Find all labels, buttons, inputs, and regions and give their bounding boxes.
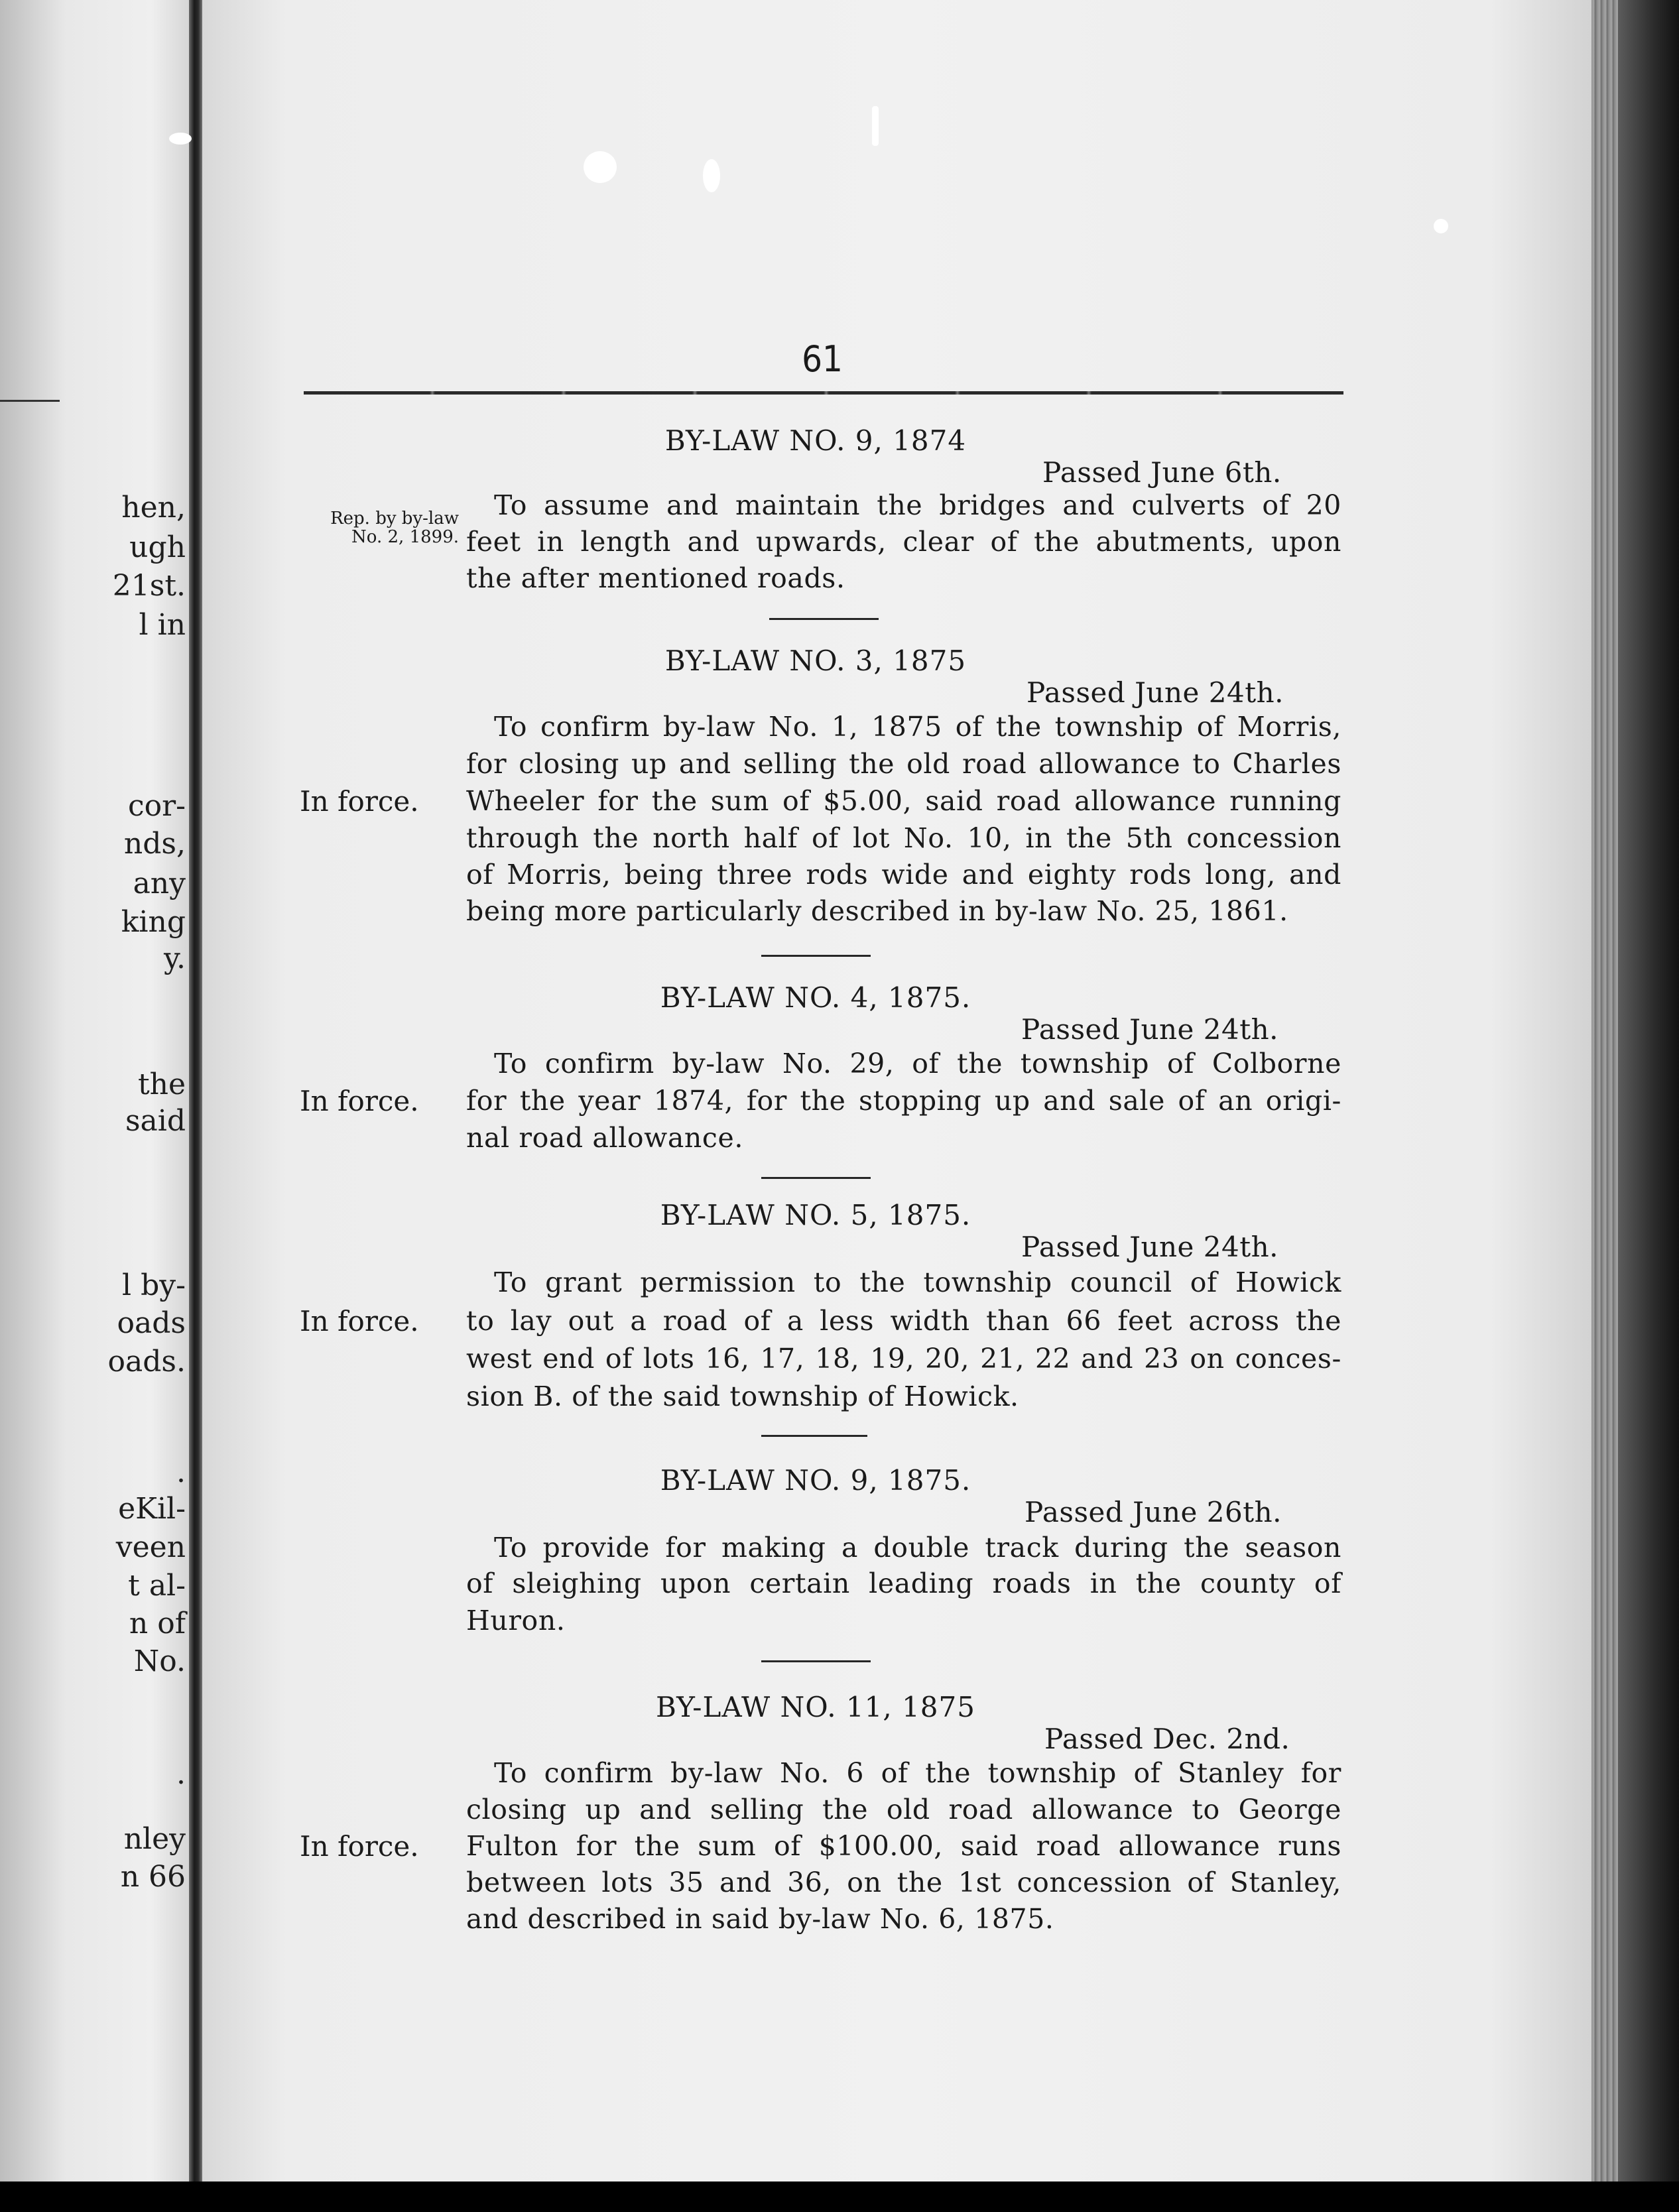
passed-date: Passed June 6th. [1042, 456, 1282, 489]
body-line: nal road allowance. [466, 1122, 743, 1154]
left-page-line: l by- [122, 1268, 186, 1302]
left-page-rule [0, 400, 60, 402]
body-line: west end of lots 16, 17, 18, 19, 20, 21, 22 and 23 on conces- [466, 1343, 1341, 1375]
bylaw-heading: BY-LAW NO. 5, 1875. [660, 1199, 971, 1231]
scan-speck [872, 106, 879, 146]
body-line: through the north half of lot No. 10, in the 5th concession [466, 822, 1341, 854]
passed-date: Passed June 26th. [1025, 1496, 1282, 1528]
margin-note-line: Rep. by by-law [330, 509, 459, 528]
passed-date: Passed June 24th. [1026, 676, 1284, 709]
bylaw-heading: BY-LAW NO. 11, 1875 [656, 1691, 975, 1723]
left-page-line: veen [115, 1530, 186, 1564]
margin-note: In force. [300, 1305, 419, 1337]
body-line: the after mentioned roads. [466, 562, 845, 594]
left-page-line: l in [139, 608, 186, 642]
scan-speck [169, 133, 192, 145]
body-line: to lay out a road of a less width than 66 feet across the [466, 1305, 1341, 1337]
body-line: To provide for making a double track during the season [494, 1532, 1341, 1564]
body-line: between lots 35 and 36, on the 1st concession of Stanley, [466, 1867, 1341, 1898]
left-page-line: nley [123, 1822, 186, 1856]
left-page-line: hen, [121, 491, 186, 524]
margin-note: In force. [300, 1830, 419, 1863]
left-page-line: y. [164, 942, 186, 975]
scan-speck [584, 151, 617, 183]
body-line: feet in length and upwards, clear of the abutments, upon [466, 526, 1341, 558]
margin-note-line: No. 2, 1899. [351, 527, 459, 547]
body-line: of Morris, being three rods wide and eighty rods long, and [466, 859, 1341, 891]
margin-note: In force. [300, 785, 419, 818]
scan-speck [1434, 219, 1448, 233]
left-page-line: nds, [123, 827, 186, 861]
left-page-line: oads. [107, 1345, 186, 1379]
left-page-line: ugh [129, 530, 186, 564]
section-separator [761, 955, 871, 957]
body-line: for the year 1874, for the stopping up and sale of an origi- [466, 1085, 1341, 1117]
body-line: Huron. [466, 1605, 566, 1636]
bylaw-heading: BY-LAW NO. 9, 1874 [664, 424, 967, 457]
section-separator [761, 1435, 867, 1437]
body-line: closing up and selling the old road allowance to George [466, 1794, 1341, 1825]
page-edges-shadow [1618, 0, 1679, 2212]
body-line: being more particularly described in by-law No. 25, 1861. [466, 895, 1288, 927]
body-line: and described in said by-law No. 6, 1875. [466, 1903, 1054, 1935]
passed-date: Passed Dec. 2nd. [1044, 1723, 1290, 1755]
body-line: To confirm by-law No. 29, of the township of Colborne [494, 1048, 1341, 1079]
bottom-shadow [0, 2181, 1679, 2212]
body-line: of sleighing upon certain leading roads in the county of [466, 1567, 1341, 1599]
left-page-line: king [121, 905, 186, 939]
left-page-line: eKil- [118, 1492, 186, 1526]
body-line: Fulton for the sum of $100.00, said road allowance runs [466, 1830, 1341, 1862]
passed-date: Passed June 24th. [1021, 1231, 1278, 1263]
left-page-line: t al- [128, 1569, 186, 1603]
section-separator [769, 618, 879, 620]
body-line: sion B. of the said township of Howick. [466, 1381, 1019, 1412]
body-line: To assume and maintain the bridges and culverts of 20 [494, 489, 1341, 521]
left-page-line: . [176, 1455, 186, 1489]
page-number: 61 [802, 338, 843, 380]
margin-note: In force. [300, 1085, 419, 1117]
body-line: To confirm by-law No. 1, 1875 of the township of Morris, [494, 711, 1341, 743]
left-page-line: n of [129, 1607, 186, 1640]
bylaw-heading: BY-LAW NO. 4, 1875. [660, 981, 971, 1014]
left-page-line: . [176, 1757, 186, 1791]
section-separator [761, 1177, 871, 1179]
section-separator [761, 1660, 871, 1662]
left-page-line: said [125, 1104, 186, 1138]
book-gutter [189, 0, 202, 2212]
body-line: Wheeler for the sum of $5.00, said road allowance running [466, 785, 1341, 817]
left-page-line: No. [133, 1644, 186, 1678]
left-page-line: oads [117, 1306, 186, 1340]
margin-note [300, 509, 459, 546]
scan-speck [703, 159, 720, 192]
bylaw-heading: BY-LAW NO. 9, 1875. [660, 1464, 971, 1497]
left-page-line: n 66 [120, 1860, 186, 1894]
header-rule [304, 391, 1343, 395]
body-line: To confirm by-law No. 6 of the township of Stanley for [494, 1757, 1341, 1789]
left-page-line: the [137, 1068, 186, 1101]
body-line: To grant permission to the township council of Howick [494, 1266, 1341, 1298]
left-page-line: cor- [127, 789, 186, 823]
left-page-line: 21st. [112, 569, 186, 603]
left-page-line: any [133, 867, 186, 900]
body-line: for closing up and selling the old road allowance to Charles [466, 748, 1341, 780]
bylaw-heading: BY-LAW NO. 3, 1875 [664, 645, 967, 677]
passed-date: Passed June 24th. [1021, 1013, 1278, 1046]
